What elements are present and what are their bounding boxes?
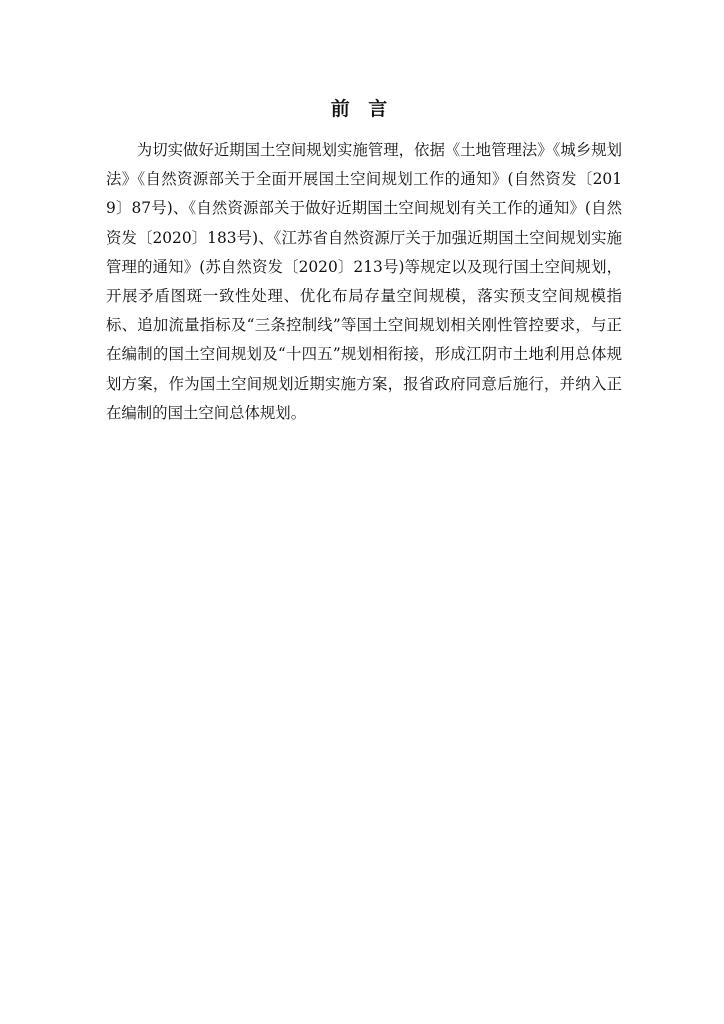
page-title: 前 言 [330,98,394,120]
preface-paragraph: 为切实做好近期国土空间规划实施管理，依据《土地管理法》《城乡规划法》《自然资源部关于全面开展国土空间规划工作的通知》(自然资发〔2019〕87号)、《自然资源部关于做好近期国土空间规划有关工作的通知》(自然资发〔2020〕183号)、《江苏省自然资源厅关于加强近期国土空间规划实施管理的通知》(苏自然资发〔2020〕213号)等规定以及现行国土空间规划，开展矛盾图斑一致性处理、优化布局存量空间规模，落实预支空间规模指标、追加流量指标及“三条控制线”等国土空间规划相关刚性管控要求，与正在编制的国土空间规划及“十四五”规划相衔接，形成江阴市土地利用总体规划方案，作为国土空间规划近期实施方案，报省政府同意后施行，并纳入正在编制的国土空间总体规划。 [106,141,622,422]
